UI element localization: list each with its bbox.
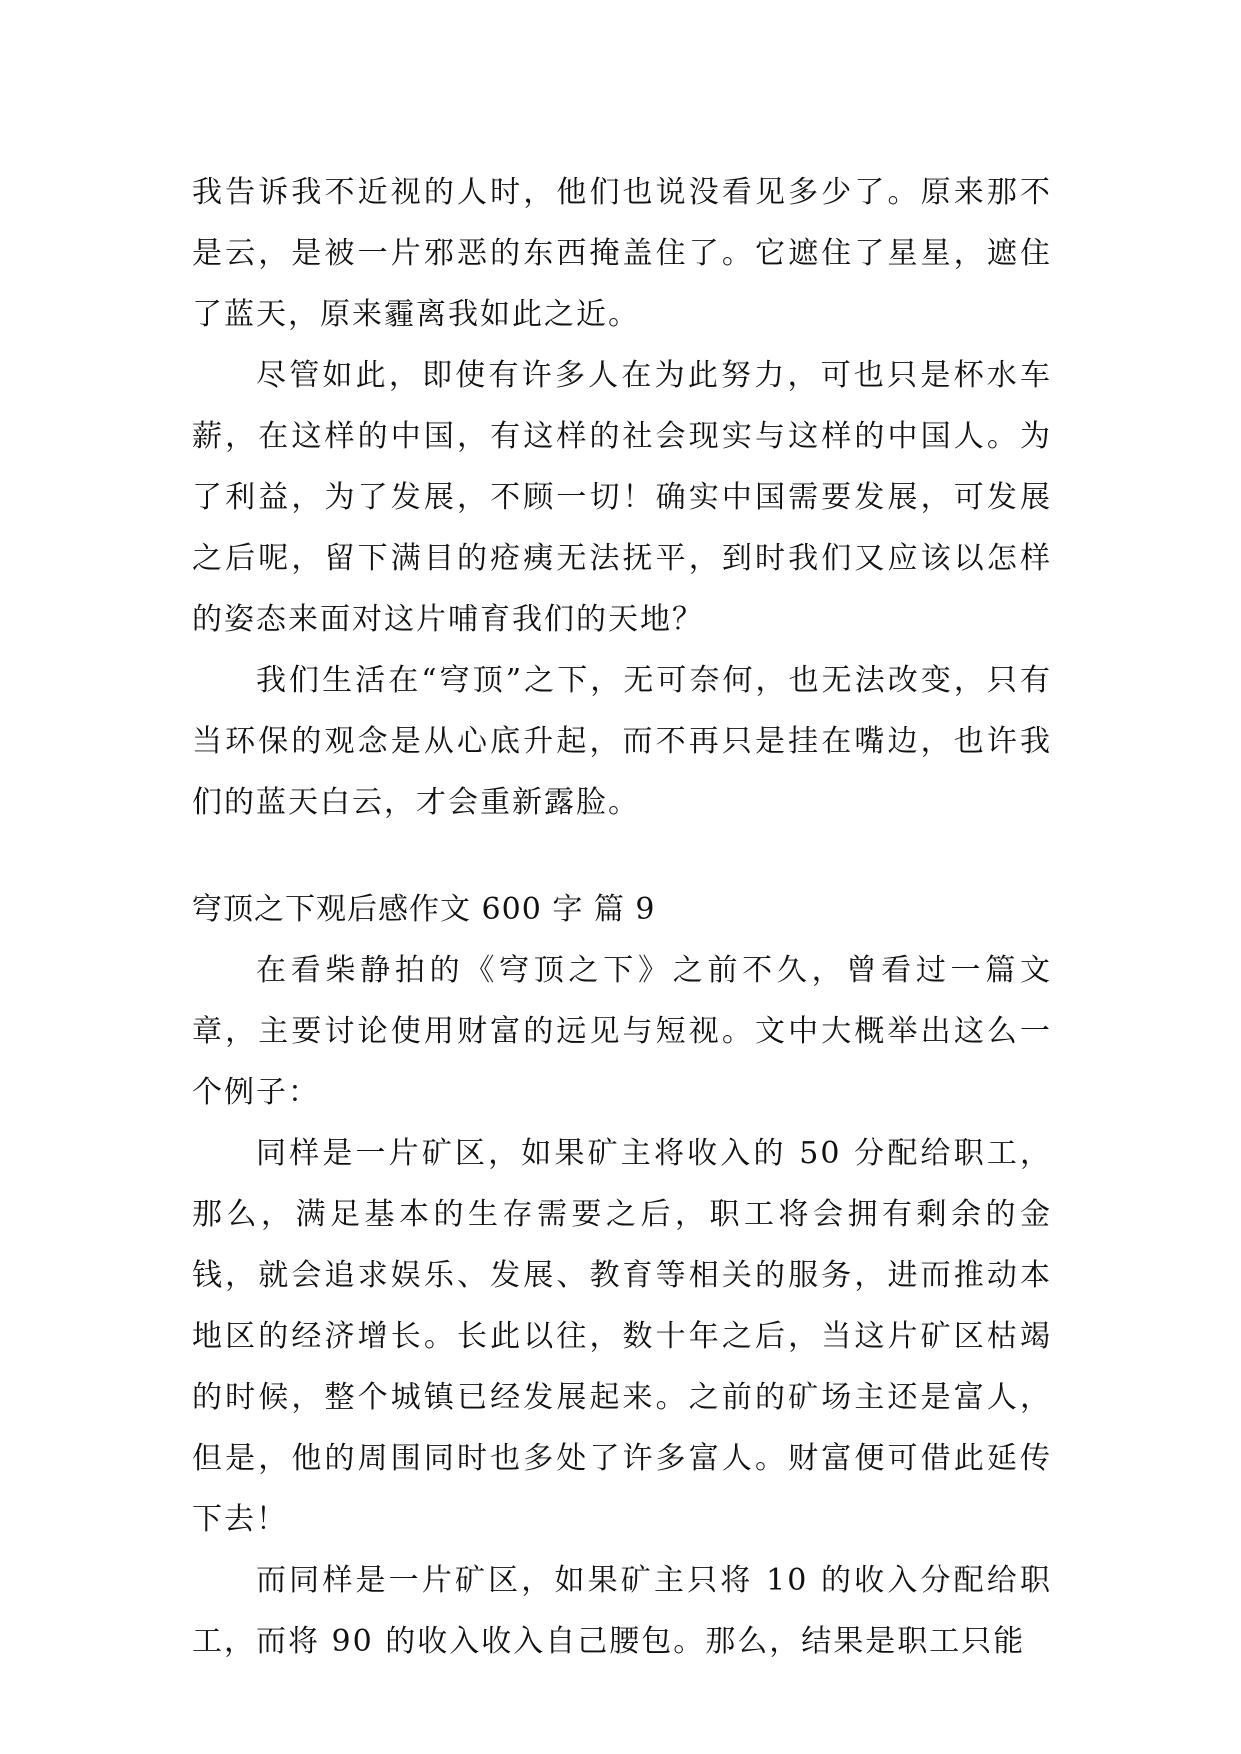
section-title-essay-9: 穹顶之下观后感作文 600 字 篇 9 [192,892,656,927]
paragraph-mine-example-10: 而同样是一片矿区，如果矿主只将 10 的收入分配给职工，而将 90 的收入收入自己腰包。那么，结果是职工只能 [192,1563,1052,1659]
paragraph-development-reflection: 尽管如此，即使有许多人在为此努力，可也只是杯水车薪，在这样的中国，有这样的社会现实与这样的中国人。为了利益，为了发展，不顾一切！确实中国需要发展，可发展之后呢，留下满目的疮痍无法抚平，到时我们又应该以怎样的姿态来面对这片哺育我们的天地？ [192,358,1052,637]
paragraph-wealth-article-intro: 在看柴静拍的《穹顶之下》之前不久，曾看过一篇文章，主要讨论使用财富的远见与短视。文中大概举出这么一个例子： [192,953,1052,1110]
paragraph-smog-observation: 我告诉我不近视的人时，他们也说没看见多少了。原来那不是云，是被一片邪恶的东西掩盖住了。它遮住了星星，遮住了蓝天，原来霾离我如此之近。 [192,175,1052,332]
document-body [192,162,1052,1672]
paragraph-mine-example-50: 同样是一片矿区，如果矿主将收入的 50 分配给职工，那么，满足基本的生存需要之后，职工将会拥有剩余的金钱，就会追求娱乐、发展、教育等相关的服务，进而推动本地区的经济增长。长此以往，数十年之后，当这片矿区枯竭的时候，整个城镇已经发展起来。之前的矿场主还是富人，但是，他的周围同时也多处了许多富人。财富便可借此延传下去！ [192,1136,1052,1537]
paragraph-environmental-awareness: 我们生活在“穹顶”之下，无可奈何，也无法改变，只有当环保的观念是从心底升起，而不再只是挂在嘴边，也许我们的蓝天白云，才会重新露脸。 [192,663,1052,820]
